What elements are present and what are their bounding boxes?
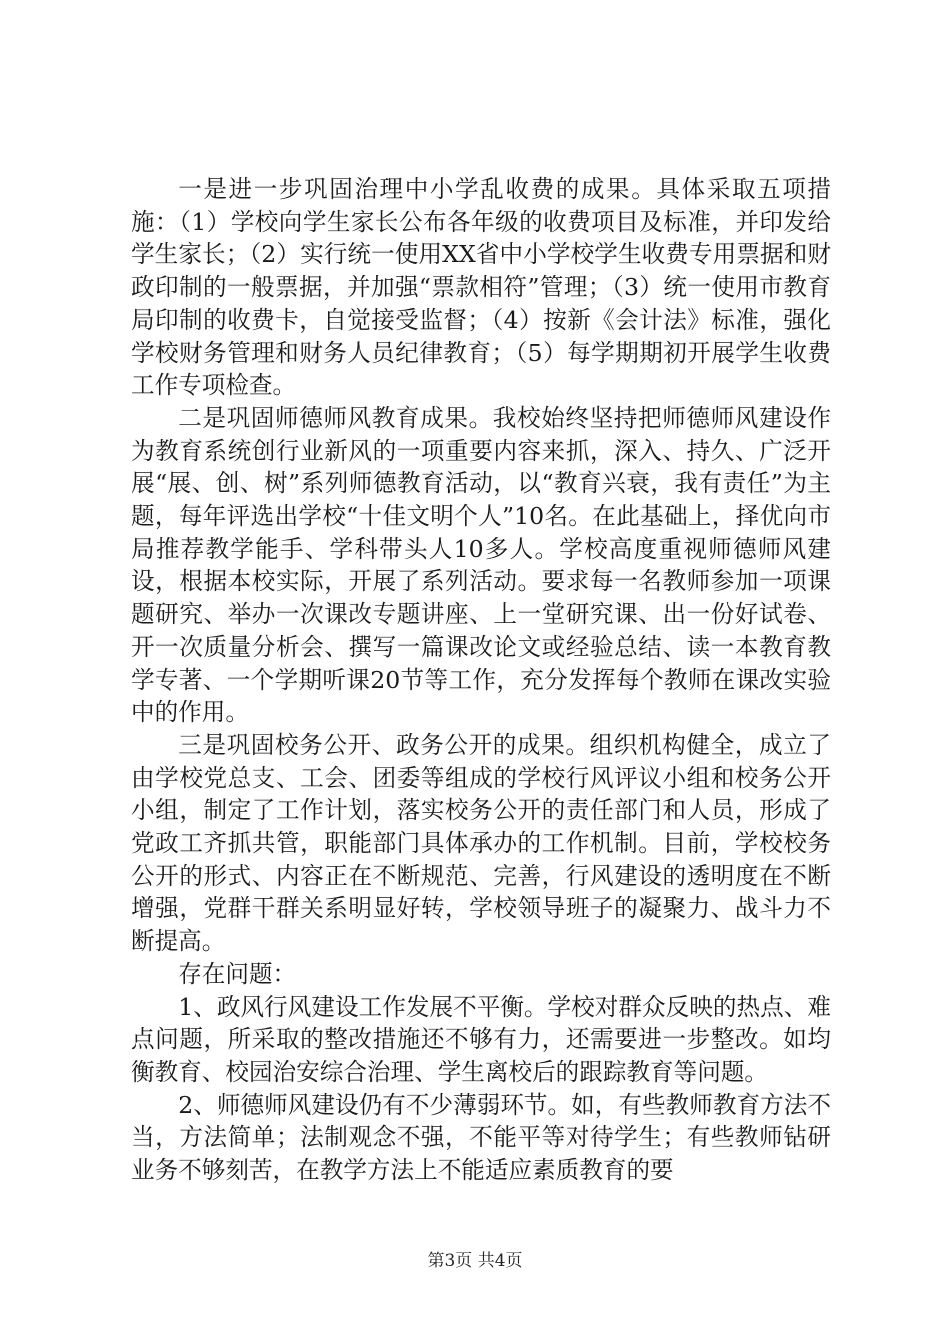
page-footer: 第3页 共4页 [427, 1251, 523, 1271]
paragraph-teacher-ethics: 二是巩固师德师风教育成果。我校始终坚持把师德师风建设作为教育系统创行业新风的一项重要内容来抓，深入、持久、广泛开展“展、创、树”系列师德教育活动，以“教育兴衰，我有责任”为主题，每年评选出学校“十佳文明个人”10名。在此基础上，择优向市局推荐教学能手、学科带头人10多人。学校高度重视师德师风建设，根据本校实际，开展了系列活动。要求每一名教师参加一项课题研究、举办一次课改专题讲座、上一堂研究课、出一份好试卷、开一次质量分析会、撰写一篇课改论文或经验总结、读一本教育教学专著、一个学期听课20节等工作，充分发挥每个教师在课改实验中的作用。 [131, 403, 831, 727]
paragraph-problem-2: 2、师德师风建设仍有不少薄弱环节。如，有些教师教育方法不当，方法简单；法制观念不强，不能平等对待学生；有些教师钻研业务不够刻苦，在教学方法上不能适应素质教育的要 [131, 1090, 831, 1185]
paragraph-fee-governance: 一是进一步巩固治理中小学乱收费的成果。具体采取五项措施：（1）学校向学生家长公布各年级的收费项目及标准，并印发给学生家长；（2）实行统一使用XX省中小学校学生收费专用票据和财政印制的一般票据，并加强“票款相符”管理；（3）统一使用市教育局印制的收费卡，自觉接受监督；（4）按新《会计法》标准，强化学校财务管理和财务人员纪律教育；（5）每学期期初开展学生收费工作专项检查。 [131, 175, 831, 400]
paragraph-problems-heading: 存在问题： [178, 959, 297, 988]
document-body [131, 173, 831, 1187]
paragraph-problem-1: 1、政风行风建设工作发展不平衡。学校对群众反映的热点、难点问题，所采取的整改措施还不够有力，还需要进一步整改。如均衡教育、校园治安综合治理、学生离校后的跟踪教育等问题。 [131, 992, 831, 1086]
paragraph-affairs-openness: 三是巩固校务公开、政务公开的成果。组织机构健全，成立了由学校党总支、工会、团委等组成的学校行风评议小组和校务公开小组，制定了工作计划，落实校务公开的责任部门和人员，形成了党政工齐抓共管，职能部门具体承办的工作机制。目前，学校校务公开的形式、内容正在不断规范、完善，行风建设的透明度在不断增强，党群干群关系明显好转，学校领导班子的凝聚力、战斗力不断提高。 [131, 730, 831, 956]
